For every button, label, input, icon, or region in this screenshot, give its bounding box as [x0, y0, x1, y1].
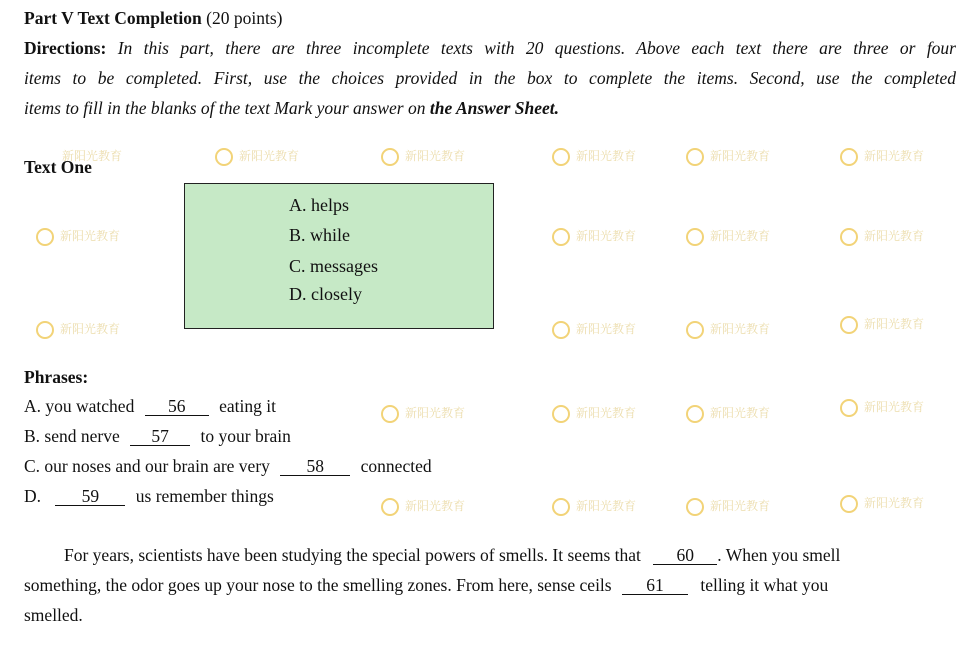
- watermark: [686, 227, 770, 246]
- watermark: [215, 147, 299, 166]
- watermark-text: 新阳光教育: [710, 149, 771, 163]
- watermark-logo-icon: [552, 498, 570, 516]
- watermark: [552, 147, 636, 166]
- blank-56[interactable]: 56: [145, 397, 209, 416]
- passage-line-3: smelled.: [24, 605, 83, 625]
- phrase-suffix: to your brain: [200, 426, 291, 446]
- watermark: [840, 227, 924, 246]
- watermark-text: 新阳光教育: [710, 322, 771, 336]
- phrase-c: [24, 456, 432, 477]
- choice-d: D. closely: [289, 284, 362, 304]
- answer-sheet-label: the Answer Sheet.: [429, 98, 560, 118]
- watermark-text: 新阳光教育: [576, 149, 637, 163]
- watermark-logo-icon: [381, 498, 399, 516]
- watermark: [381, 147, 465, 166]
- watermark: [36, 227, 120, 246]
- blank-61[interactable]: 61: [622, 576, 688, 595]
- watermark: [552, 497, 636, 516]
- watermark: [686, 404, 770, 423]
- directions-line-3: [24, 98, 559, 119]
- directions-text-1: In this part, there are three incomplete texts with 20 questions. Above each text there are three or four: [117, 38, 956, 58]
- choices-box: [184, 183, 494, 329]
- watermark: [840, 315, 924, 334]
- watermark-logo-icon: [215, 148, 233, 166]
- watermark-logo-icon: [840, 148, 858, 166]
- watermark-logo-icon: [381, 405, 399, 423]
- watermark-text: 新阳光教育: [864, 229, 925, 243]
- phrase-b: [24, 426, 291, 447]
- passage-text: telling it what you: [700, 575, 829, 595]
- watermark: [552, 404, 636, 423]
- directions-line-1: [24, 38, 956, 59]
- blank-60[interactable]: 60: [653, 546, 717, 565]
- watermark-logo-icon: [552, 228, 570, 246]
- watermark-logo-icon: [686, 405, 704, 423]
- phrase-prefix: D.: [24, 486, 42, 506]
- watermark: [840, 398, 924, 417]
- watermark-logo-icon: [840, 228, 858, 246]
- phrase-a: [24, 396, 276, 417]
- blank-57[interactable]: 57: [130, 427, 190, 446]
- watermark-logo-icon: [686, 498, 704, 516]
- watermark: [840, 147, 924, 166]
- watermark-text: 新阳光教育: [60, 229, 121, 243]
- watermark-logo-icon: [840, 495, 858, 513]
- watermark-text: 新阳光教育: [60, 322, 121, 336]
- passage-text: something, the odor goes up your nose to the smelling zones. From here, sense ceils: [24, 575, 612, 595]
- watermark-logo-icon: [552, 405, 570, 423]
- blank-58[interactable]: 58: [280, 457, 350, 476]
- watermark-text: 新阳光教育: [405, 499, 466, 513]
- watermark: [686, 320, 770, 339]
- watermark: [36, 320, 120, 339]
- watermark-text: 新阳光教育: [864, 317, 925, 331]
- points-label: (20 points): [206, 8, 283, 28]
- phrase-suffix: us remember things: [135, 486, 274, 506]
- watermark-text: 新阳光教育: [239, 149, 300, 163]
- text-one-title: Text One: [24, 157, 92, 177]
- passage-line-1: [64, 545, 956, 566]
- watermark-logo-icon: [686, 228, 704, 246]
- watermark-text: 新阳光教育: [405, 149, 466, 163]
- watermark-text: 新阳光教育: [576, 229, 637, 243]
- phrase-prefix: A. you watched: [24, 396, 135, 416]
- watermark-logo-icon: [840, 316, 858, 334]
- watermark: [840, 494, 924, 513]
- watermark-text: 新阳光教育: [710, 406, 771, 420]
- passage-text: For years, scientists have been studying the special powers of smells. It seems that: [64, 545, 641, 565]
- blank-59[interactable]: 59: [55, 487, 125, 506]
- phrase-suffix: connected: [360, 456, 432, 476]
- watermark: [381, 497, 465, 516]
- watermark: [552, 320, 636, 339]
- phrase-d: [24, 486, 274, 507]
- watermark-text: 新阳光教育: [710, 229, 771, 243]
- passage-text: . When you smell: [717, 545, 841, 565]
- watermark-logo-icon: [552, 321, 570, 339]
- watermark-logo-icon: [686, 321, 704, 339]
- directions-line-2: items to be completed. First, use the choices provided in the box to complete the items. Second, use the completed: [24, 68, 956, 88]
- watermark-text: 新阳光教育: [864, 149, 925, 163]
- directions-label: Directions:: [24, 38, 107, 58]
- phrases-title: Phrases:: [24, 367, 89, 387]
- watermark: [686, 147, 770, 166]
- phrase-suffix: eating it: [219, 396, 276, 416]
- directions-text-3: items to fill in the blanks of the text Mark your answer on: [24, 98, 426, 118]
- watermark-logo-icon: [552, 148, 570, 166]
- watermark: [552, 227, 636, 246]
- watermark-logo-icon: [36, 321, 54, 339]
- watermark-logo-icon: [36, 228, 54, 246]
- watermark-logo-icon: [381, 148, 399, 166]
- watermark: [381, 404, 465, 423]
- choice-a: A. helps: [289, 195, 349, 215]
- choice-c: C. messages: [289, 256, 378, 276]
- phrase-prefix: C. our noses and our brain are very: [24, 456, 270, 476]
- phrase-prefix: B. send nerve: [24, 426, 120, 446]
- part-title: Part V Text Completion: [24, 8, 202, 28]
- passage-line-2: [24, 575, 828, 596]
- watermark-text: 新阳光教育: [576, 322, 637, 336]
- watermark-text: 新阳光教育: [864, 496, 925, 510]
- watermark-text: 新阳光教育: [576, 406, 637, 420]
- watermark-text: 新阳光教育: [710, 499, 771, 513]
- watermark: [686, 497, 770, 516]
- watermark: 新阳光教育: [62, 149, 123, 163]
- watermark-logo-icon: [840, 399, 858, 417]
- watermark-logo-icon: [686, 148, 704, 166]
- watermark-text: 新阳光教育: [864, 400, 925, 414]
- choice-b: B. while: [289, 225, 350, 245]
- watermark-text: 新阳光教育: [405, 406, 466, 420]
- watermark-text: 新阳光教育: [576, 499, 637, 513]
- section-header: [24, 8, 282, 29]
